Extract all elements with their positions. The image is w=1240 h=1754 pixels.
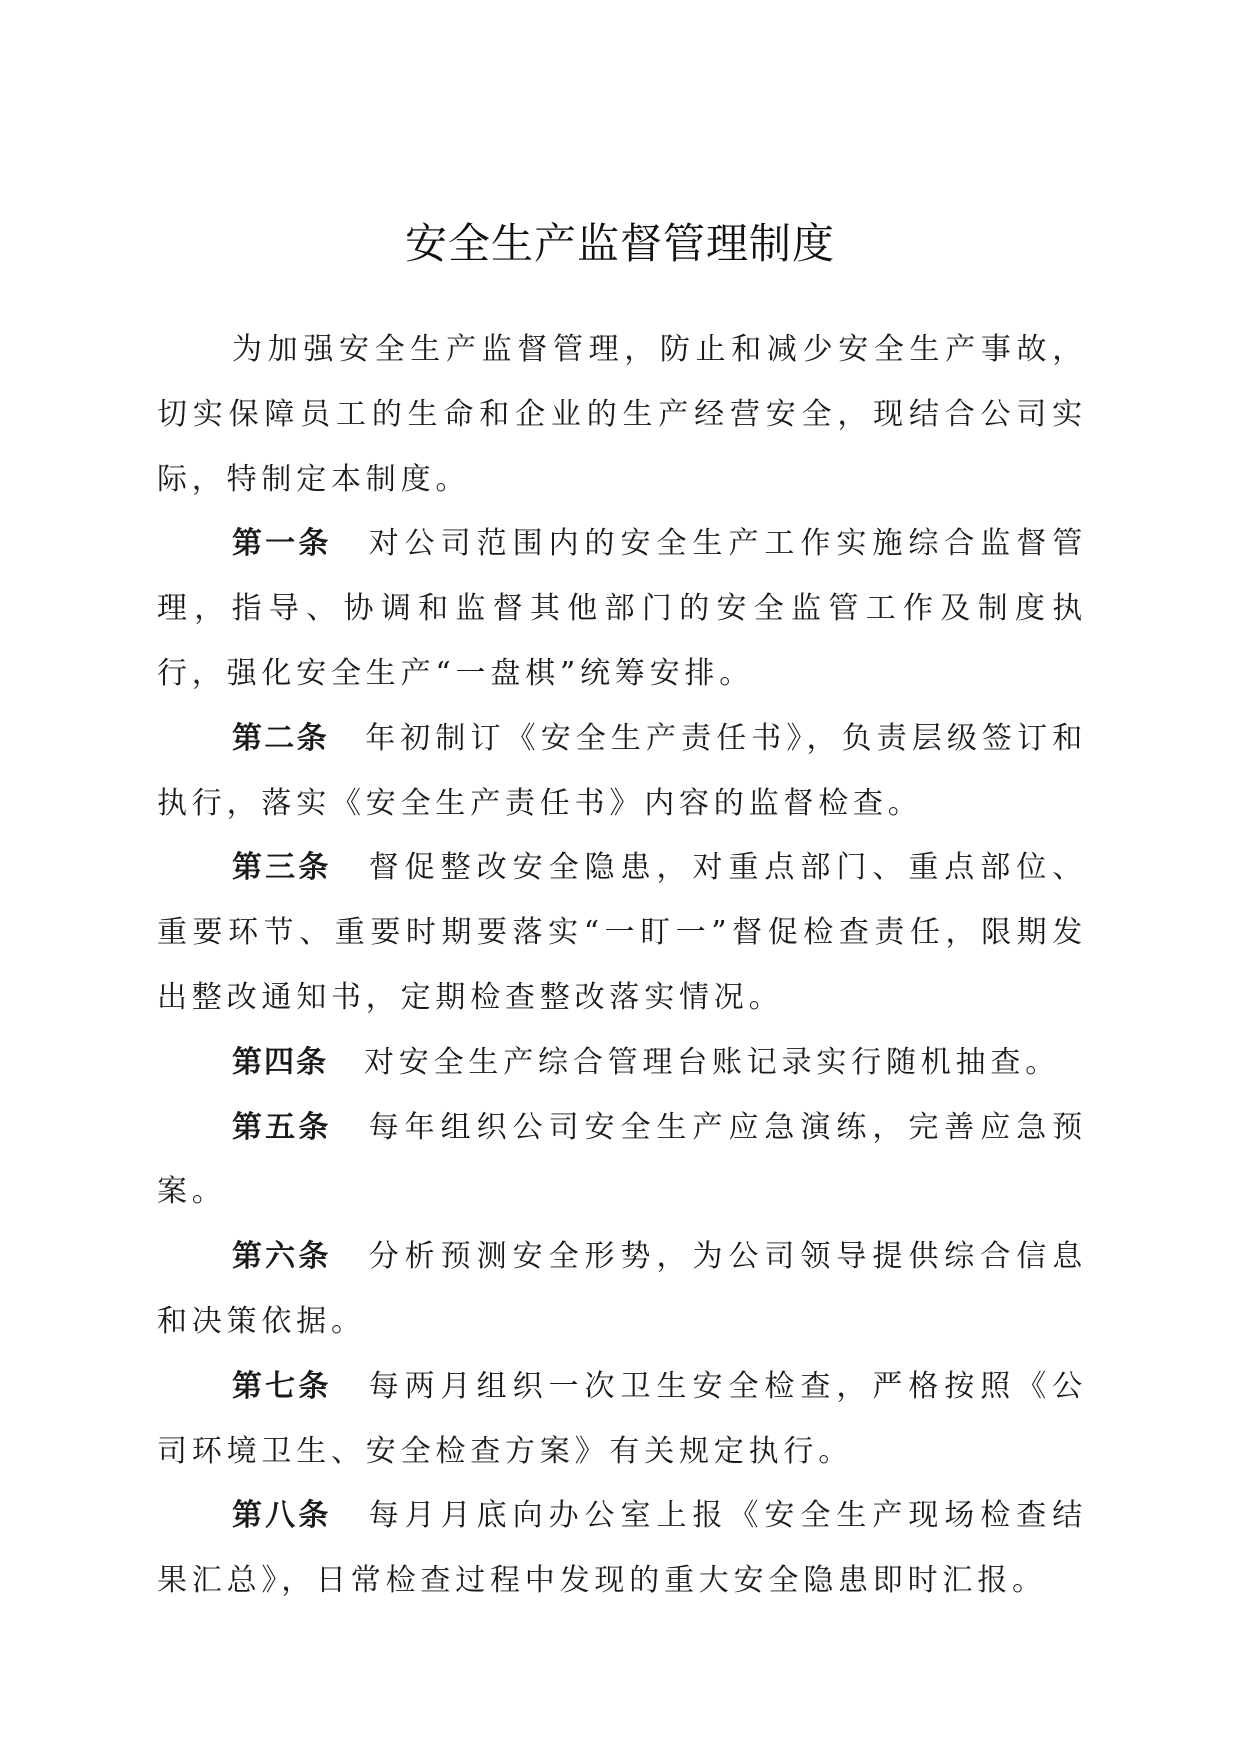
article-4	[157, 1031, 1087, 1096]
preamble-text: 为加强安全生产监督管理，防止和减少安全生产事故，切实保障员工的生命和企业的生产经营安全，现结合公司实际，特制定本制度。	[157, 332, 1087, 497]
article-heading: 第七条	[232, 1368, 332, 1404]
article-text: 对安全生产综合管理台账记录实行随机抽查。	[364, 1044, 1060, 1080]
article-5	[157, 1096, 1087, 1226]
article-text: 对公司范围内的安全生产工作实施综合监督管理，指导、协调和监督其他部门的安全监管工作及制度执行，强化安全生产“一盘棋”统筹安排。	[157, 526, 1088, 691]
article-text: 年初制订《安全生产责任书》，负责层级签订和执行，落实《安全生产责任书》内容的监督检查。	[157, 720, 1087, 821]
article-text: 每年组织公司安全生产应急演练，完善应急预案。	[157, 1109, 1088, 1210]
article-heading: 第六条	[232, 1239, 332, 1275]
preamble-paragraph	[157, 318, 1087, 512]
article-1	[157, 512, 1087, 706]
document-body	[157, 318, 1087, 1614]
article-heading: 第一条	[232, 526, 332, 562]
article-heading: 第二条	[232, 720, 329, 756]
article-heading: 第四条	[232, 1044, 328, 1080]
article-heading: 第五条	[232, 1109, 332, 1145]
article-heading: 第三条	[232, 850, 332, 886]
article-heading: 第八条	[232, 1498, 332, 1534]
article-text: 分析预测安全形势，为公司领导提供综合信息和决策依据。	[157, 1239, 1088, 1339]
document-title: 安全生产监督管理制度	[404, 219, 835, 268]
article-2	[157, 707, 1087, 837]
article-text: 督促整改安全隐患，对重点部门、重点部位、重要环节、重要时期要落实“一盯一”督促检查责任，限期发出整改通知书，定期检查整改落实情况。	[157, 850, 1088, 1015]
article-6	[157, 1225, 1087, 1355]
article-8	[157, 1484, 1087, 1614]
article-text: 每月月底向办公室上报《安全生产现场检查结果汇总》，日常检查过程中发现的重大安全隐患即时汇报。	[157, 1498, 1088, 1599]
article-text: 每两月组织一次卫生安全检查，严格按照《公司环境卫生、安全检查方案》有关规定执行。	[157, 1368, 1088, 1469]
article-3	[157, 836, 1087, 1030]
article-7	[157, 1355, 1087, 1485]
